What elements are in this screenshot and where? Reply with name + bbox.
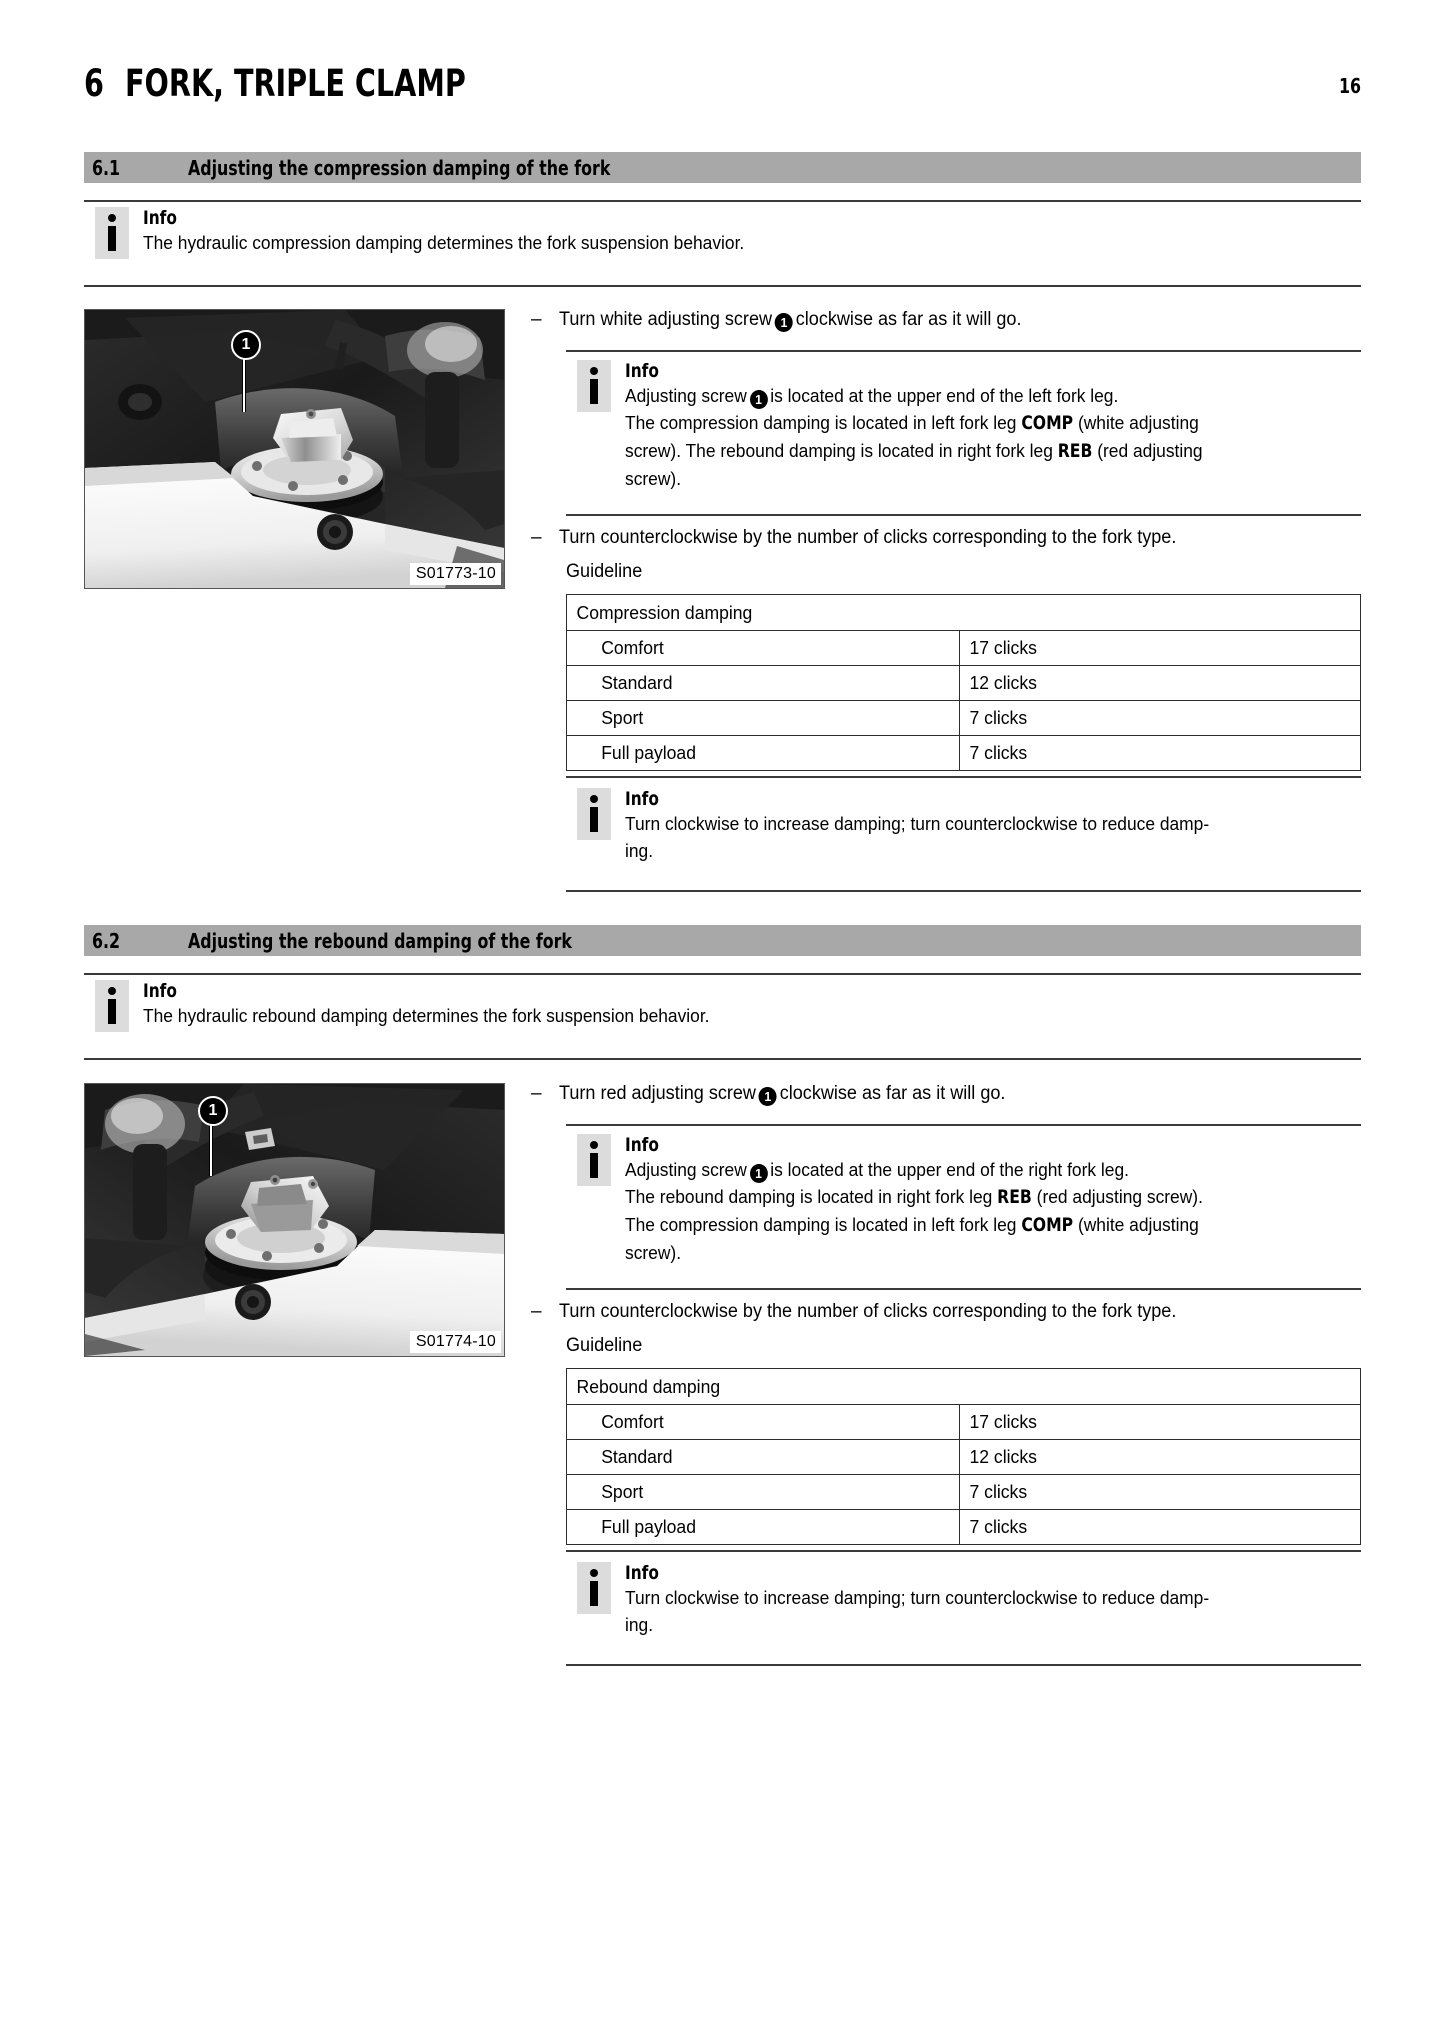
info-text: The hydraulic rebound damping determines the fork suspension behavior.: [143, 1005, 710, 1026]
page-number: 16: [1338, 74, 1361, 98]
info-title: Info: [625, 360, 659, 382]
info-text-line-2: ing.: [625, 840, 654, 861]
table-cell-label: [567, 1440, 960, 1475]
rule-above-end-info-6-2: [566, 1550, 1361, 1552]
step-text-before: Turn red adjusting screw: [559, 1083, 756, 1104]
info-icon-stem: [108, 226, 116, 251]
step-text-after: clockwise as far as it will go.: [795, 309, 1022, 330]
figure-photo-content: [85, 310, 504, 588]
section-header-6-1: [84, 152, 1361, 183]
info-text-line-1: Turn clockwise to increase damping; turn counterclockwise to reduce damp-: [625, 813, 1210, 834]
info-text-line-1: Turn clockwise to increase damping; turn counterclockwise to reduce damp-: [625, 1587, 1210, 1608]
rule-below-intro-info-6-2: [84, 1058, 1361, 1060]
info-icon: [577, 360, 611, 412]
table-cell-value: [960, 701, 1361, 736]
step-dash: –: [531, 309, 542, 330]
rule-above-intro-info-6-1: [84, 200, 1361, 202]
rule-above-end-info-6-1: [566, 776, 1361, 778]
section-header-6-2: [84, 925, 1361, 956]
rule-above-step1-info-6-2: [566, 1124, 1361, 1126]
rule-above-step1-info-6-1: [566, 350, 1361, 352]
table-row-label: Full payload: [601, 1516, 696, 1537]
table-row-value: 17 clicks: [969, 637, 1037, 658]
info-icon-dot: [590, 1569, 598, 1577]
step-2-6-2: [531, 1299, 1209, 1325]
info-icon: [95, 207, 129, 259]
info-line2-a: The rebound damping is located in right fork leg: [625, 1186, 998, 1207]
figure-callout-1: 1: [231, 330, 261, 360]
info-text-line-3: [625, 437, 1203, 465]
table-header-cell: [567, 1369, 1361, 1405]
table-row-value: 17 clicks: [969, 1411, 1037, 1432]
info-line3-a: screw). The rebound damping is located in right fork leg: [625, 440, 1058, 461]
table-cell-value: [960, 1405, 1361, 1440]
table-row: [567, 1405, 1361, 1440]
step-text-before: Turn white adjusting screw: [559, 309, 773, 330]
rule-below-end-info-6-2: [566, 1664, 1361, 1666]
term-reb: REB: [997, 1187, 1032, 1208]
section-title-6-2: Adjusting the rebound damping of the fork: [188, 928, 572, 953]
info-line1-before: Adjusting screw: [625, 385, 747, 406]
table-header-row: [567, 595, 1361, 631]
info-icon-stem: [590, 807, 598, 832]
info-text-line-2: ing.: [625, 1614, 654, 1635]
info-text-line-2: [625, 409, 1203, 437]
rule-below-step1-info-6-1: [566, 514, 1361, 516]
inline-callout-1: 1: [775, 313, 793, 332]
table-row-label: Standard: [601, 672, 673, 693]
section-number-6-2: 6.2: [92, 928, 121, 953]
info-text-line-3: [625, 1211, 1203, 1239]
table-row-value: 12 clicks: [969, 1446, 1037, 1467]
info-text-line-1: [625, 382, 1203, 409]
guideline-label-6-1: Guideline: [566, 561, 643, 582]
figure-photo-content: [85, 1084, 504, 1356]
step-text-after: clockwise as far as it will go.: [779, 1083, 1006, 1104]
info-line1-after: is located at the upper end of the left fork leg.: [770, 385, 1119, 406]
info-text-line-4: screw).: [625, 1242, 682, 1263]
table-row-value: 7 clicks: [969, 1481, 1028, 1502]
table-cell-value: [960, 1440, 1361, 1475]
info-icon-dot: [108, 214, 116, 222]
info-title: Info: [625, 1134, 659, 1156]
table-cell-value: [960, 736, 1361, 771]
info-icon-dot: [590, 1141, 598, 1149]
table-cell-value: [960, 1475, 1361, 1510]
figure-compression-adjusting-screw: [84, 309, 505, 589]
info-icon: [577, 1562, 611, 1614]
step-dash: –: [531, 1083, 542, 1104]
guideline-table-rebound: [566, 1368, 1361, 1545]
info-icon: [95, 980, 129, 1032]
info-icon-stem: [108, 999, 116, 1024]
section-title-6-1: Adjusting the compression damping of the fork: [188, 155, 611, 180]
step-text: [559, 307, 1021, 333]
info-title: Info: [143, 207, 177, 229]
info-box-end-6-2: [577, 1562, 1246, 1638]
table-row-label: Full payload: [601, 742, 696, 763]
info-icon-stem: [590, 1581, 598, 1606]
table-row: [567, 631, 1361, 666]
step-1-6-2: [531, 1081, 1029, 1107]
rule-above-intro-info-6-2: [84, 973, 1361, 975]
table-cell-label: [567, 1475, 960, 1510]
figure-rebound-adjusting-screw: [84, 1083, 505, 1357]
chapter-title: FORK, TRIPLE CLAMP: [124, 62, 466, 105]
inline-callout-1: 1: [750, 1164, 768, 1183]
rule-below-intro-info-6-1: [84, 285, 1361, 287]
table-row-value: 7 clicks: [969, 1516, 1028, 1537]
table-row: [567, 1475, 1361, 1510]
table-cell-label: [567, 1405, 960, 1440]
table-row: [567, 1510, 1361, 1545]
table-row-label: Sport: [601, 707, 644, 728]
info-box-intro-6-2: [95, 980, 1355, 1032]
table-cell-value: [960, 631, 1361, 666]
table-row: [567, 1440, 1361, 1475]
info-icon-stem: [590, 379, 598, 404]
table-row: [567, 736, 1361, 771]
term-comp: COMP: [1021, 413, 1074, 434]
info-line2-b: (red adjusting screw).: [1031, 1186, 1203, 1207]
table-cell-label: [567, 1510, 960, 1545]
table-header-label: Compression damping: [576, 601, 753, 623]
info-title: Info: [143, 980, 177, 1002]
term-comp: COMP: [1021, 1215, 1074, 1236]
info-line3-b: (red adjusting: [1092, 440, 1203, 461]
step-dash: –: [531, 1301, 542, 1322]
info-icon: [577, 1134, 611, 1186]
step-text: Turn counterclockwise by the number of clicks corresponding to the fork type.: [559, 527, 1177, 548]
table-row-label: Comfort: [601, 637, 664, 658]
step-1-6-1: [531, 307, 1046, 333]
info-text-line-4: screw).: [625, 468, 682, 489]
table-cell-label: [567, 701, 960, 736]
fork-top-cap-illustration-mirrored: [85, 1084, 504, 1356]
table-cell-label: [567, 631, 960, 666]
page-header: [84, 40, 1361, 105]
step-text: [559, 1081, 1005, 1107]
table-row-label: Standard: [601, 1446, 673, 1467]
table-row-value: 12 clicks: [969, 672, 1037, 693]
info-box-step1-6-1: [577, 360, 1239, 492]
term-reb: REB: [1057, 441, 1093, 462]
inline-callout-1: 1: [750, 390, 768, 409]
table-header-row: [567, 1369, 1361, 1405]
chapter-number: 6: [84, 62, 104, 105]
figure-caption: S01774-10: [410, 1331, 501, 1353]
info-text: The hydraulic compression damping determines the fork suspension behavior.: [143, 232, 745, 253]
info-icon-dot: [590, 795, 598, 803]
table-cell-label: [567, 666, 960, 701]
table-header-label: Rebound damping: [576, 1375, 721, 1397]
table-row: [567, 701, 1361, 736]
fork-top-cap-illustration: [85, 310, 504, 588]
step-text: Turn counterclockwise by the number of clicks corresponding to the fork type.: [559, 1301, 1177, 1322]
info-box-step1-6-2: [577, 1134, 1240, 1266]
info-text-line-1: [625, 1156, 1203, 1183]
info-line2-b: (white adjusting: [1073, 412, 1199, 433]
section-number-6-1: 6.1: [92, 155, 121, 180]
table-cell-value: [960, 1510, 1361, 1545]
info-icon-stem: [590, 1153, 598, 1178]
info-line1-before: Adjusting screw: [625, 1159, 747, 1180]
info-text-line-2: [625, 1183, 1203, 1211]
inline-callout-1: 1: [759, 1087, 777, 1106]
table-row-value: 7 clicks: [969, 742, 1028, 763]
info-line3-b: (white adjusting: [1073, 1214, 1199, 1235]
info-line3-a: The compression damping is located in left fork leg: [625, 1214, 1022, 1235]
rule-below-end-info-6-1: [566, 890, 1361, 892]
table-cell-label: [567, 736, 960, 771]
info-icon: [577, 788, 611, 840]
info-icon-dot: [108, 987, 116, 995]
info-box-intro-6-1: [95, 207, 1355, 259]
info-title: Info: [625, 1562, 659, 1584]
guideline-label-6-2: Guideline: [566, 1335, 643, 1356]
table-row: [567, 666, 1361, 701]
info-line2-a: The compression damping is located in left fork leg: [625, 412, 1022, 433]
info-icon-dot: [590, 367, 598, 375]
figure-callout-1: 1: [198, 1096, 228, 1126]
info-box-end-6-1: [577, 788, 1246, 864]
table-cell-value: [960, 666, 1361, 701]
rule-below-step1-info-6-2: [566, 1288, 1361, 1290]
step-2-6-1: [531, 525, 1209, 551]
table-header-cell: [567, 595, 1361, 631]
table-row-label: Sport: [601, 1481, 644, 1502]
info-line1-after: is located at the upper end of the right fork leg.: [770, 1159, 1129, 1180]
info-title: Info: [625, 788, 659, 810]
step-dash: –: [531, 527, 542, 548]
guideline-table-compression: [566, 594, 1361, 771]
figure-caption: S01773-10: [410, 563, 501, 585]
table-row-value: 7 clicks: [969, 707, 1028, 728]
table-row-label: Comfort: [601, 1411, 664, 1432]
